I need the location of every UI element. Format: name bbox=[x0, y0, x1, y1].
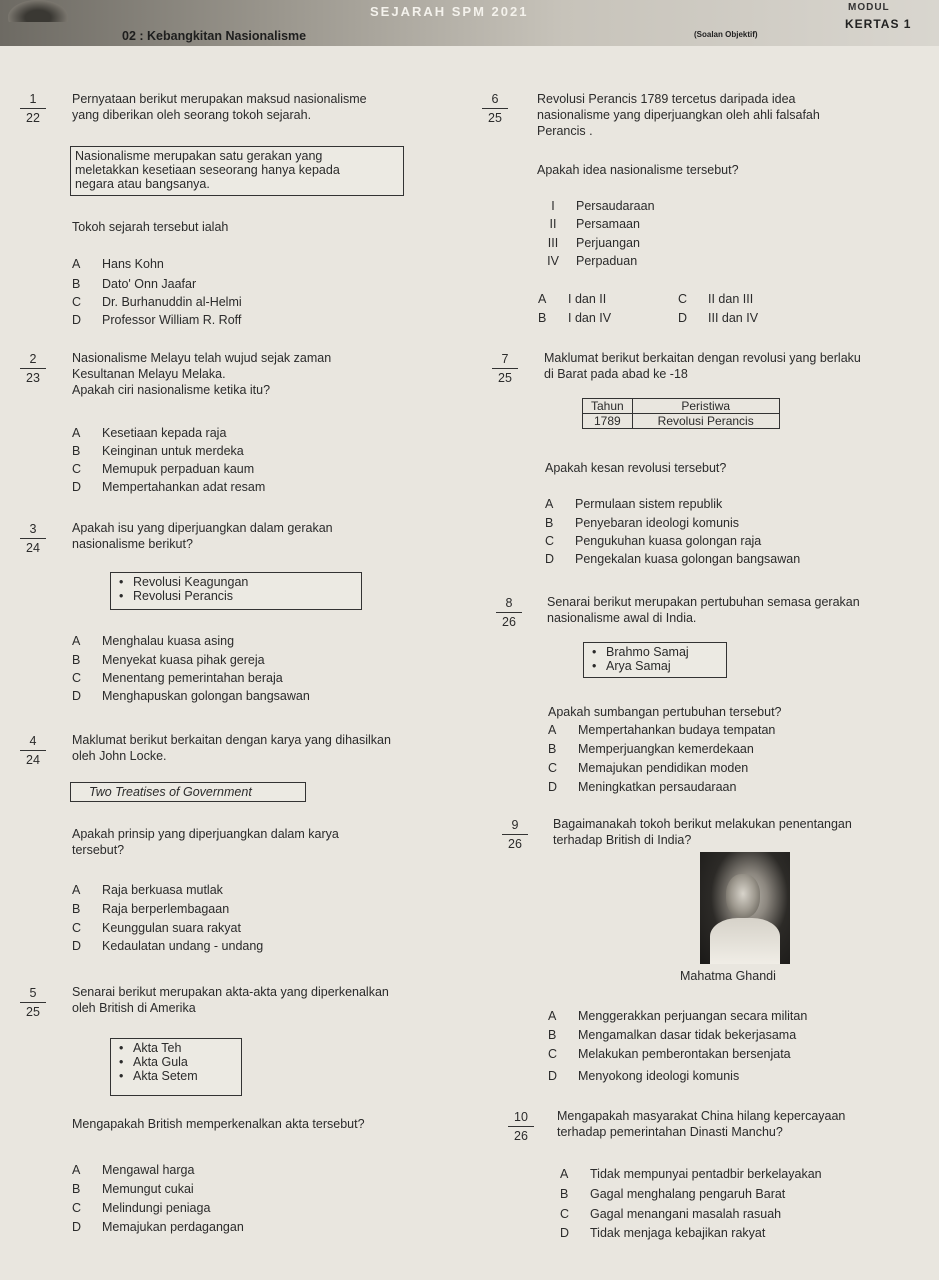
q3-option-c[interactable]: C Menentang pemerintahan beraja bbox=[72, 671, 283, 685]
q7-option-b[interactable]: B Penyebaran ideologi komunis bbox=[545, 516, 739, 530]
photo-caption: Mahatma Ghandi bbox=[680, 969, 776, 983]
q3-option-d[interactable]: D Menghapuskan golongan bangsawan bbox=[72, 689, 310, 703]
q6-option-b[interactable]: B I dan IV bbox=[538, 311, 612, 325]
q6-stem: Revolusi Perancis 1789 tercetus daripada idea nasionalisme yang diperjuangkan oleh ahli falsafah Perancis . bbox=[537, 92, 820, 138]
q10-option-d[interactable]: D Tidak menjaga kebajikan rakyat bbox=[560, 1226, 766, 1240]
q1-option-a[interactable]: A Hans Kohn bbox=[72, 257, 164, 271]
modul-label: MODUL bbox=[848, 2, 890, 13]
q4-option-c[interactable]: C Keunggulan suara rakyat bbox=[72, 921, 241, 935]
q4-option-a[interactable]: A Raja berkuasa mutlak bbox=[72, 883, 223, 897]
q2-option-c[interactable]: C Memupuk perpaduan kaum bbox=[72, 462, 255, 476]
q8-question: Apakah sumbangan pertubuhan tersebut? bbox=[548, 705, 782, 719]
question-type: (Soalan Objektif) bbox=[694, 30, 758, 39]
q8-list-box: • Brahmo Samaj • Arya Samaj bbox=[583, 642, 727, 678]
q6-option-a[interactable]: A I dan II bbox=[538, 292, 607, 306]
q1-option-b[interactable]: B Dato' Onn Jaafar bbox=[72, 277, 197, 291]
q7-option-a[interactable]: A Permulaan sistem republik bbox=[545, 497, 723, 511]
q5-option-c[interactable]: C Melindungi peniaga bbox=[72, 1201, 211, 1215]
question-number-6: 6 25 bbox=[482, 92, 508, 125]
q1-quote-box: Nasionalisme merupakan satu gerakan yang meletakkan kesetiaan seseorang hanya kepada negara atau bangsanya. bbox=[70, 146, 404, 196]
q10-option-c[interactable]: C Gagal menangani masalah rasuah bbox=[560, 1207, 782, 1221]
q2-option-d[interactable]: D Mempertahankan adat resam bbox=[72, 480, 266, 494]
q6-statement-1: I Persaudaraan bbox=[551, 199, 655, 213]
q10-stem: Mengapakah masyarakat China hilang kepercayaan terhadap pemerintahan Dinasti Manchu? bbox=[557, 1109, 846, 1139]
chapter-title: 02 : Kebangkitan Nasionalisme bbox=[122, 29, 307, 43]
portrait-face bbox=[726, 874, 760, 918]
q7-stem: Maklumat berikut berkaitan dengan revolusi yang berlaku di Barat pada abad ke -18 bbox=[544, 351, 861, 381]
q4-stem: Maklumat berikut berkaitan dengan karya yang dihasilkan oleh John Locke. bbox=[72, 733, 391, 763]
q1-option-d[interactable]: D Professor William R. Roff bbox=[72, 313, 242, 327]
question-number-10: 10 26 bbox=[508, 1110, 534, 1143]
q6-question: Apakah idea nasionalisme tersebut? bbox=[537, 163, 739, 177]
question-number-2: 2 23 bbox=[20, 352, 46, 385]
question-number-4: 4 24 bbox=[20, 734, 46, 767]
q8-option-d[interactable]: D Meningkatkan persaudaraan bbox=[548, 780, 737, 794]
q7-option-d[interactable]: D Pengekalan kuasa golongan bangsawan bbox=[545, 552, 801, 566]
q3-option-a[interactable]: A Menghalau kuasa asing bbox=[72, 634, 235, 648]
q5-question: Mengapakah British memperkenalkan akta tersebut? bbox=[72, 1117, 365, 1131]
q2-stem: Nasionalisme Melayu telah wujud sejak zaman Kesultanan Melayu Melaka. Apakah ciri nasionalisme ketika itu? bbox=[72, 351, 332, 397]
q6-option-d[interactable]: D III dan IV bbox=[678, 311, 759, 325]
q2-option-b[interactable]: B Keinginan untuk merdeka bbox=[72, 444, 244, 458]
q9-option-a[interactable]: A Menggerakkan perjuangan secara militan bbox=[548, 1009, 808, 1023]
question-number-1: 1 22 bbox=[20, 92, 46, 125]
table-header-event: Peristiwa bbox=[632, 399, 779, 414]
q5-option-d[interactable]: D Memajukan perdagangan bbox=[72, 1220, 244, 1234]
q5-list-box: • Akta Teh • Akta Gula • Akta Setem bbox=[110, 1038, 242, 1096]
header-banner bbox=[0, 0, 939, 46]
q6-statement-2: II Persamaan bbox=[549, 217, 640, 231]
question-number-9: 9 26 bbox=[502, 818, 528, 851]
question-number-8: 8 26 bbox=[496, 596, 522, 629]
q1-stem: Pernyataan berikut merupakan maksud nasionalisme yang diberikan oleh seorang tokoh sejarah. bbox=[72, 92, 367, 122]
q5-option-b[interactable]: B Memungut cukai bbox=[72, 1182, 194, 1196]
portrait-body bbox=[710, 918, 780, 964]
q6-option-c[interactable]: C II dan III bbox=[678, 292, 754, 306]
question-number-5: 5 25 bbox=[20, 986, 46, 1019]
table-cell-event: Revolusi Perancis bbox=[632, 414, 779, 429]
banner-title: SEJARAH SPM 2021 bbox=[370, 4, 529, 19]
q4-question: Apakah prinsip yang diperjuangkan dalam karya tersebut? bbox=[72, 827, 339, 857]
q3-option-b[interactable]: B Menyekat kuasa pihak gereja bbox=[72, 653, 265, 667]
q1-option-c[interactable]: C Dr. Burhanuddin al-Helmi bbox=[72, 295, 242, 309]
q10-option-b[interactable]: B Gagal menghalang pengaruh Barat bbox=[560, 1187, 786, 1201]
q7-question: Apakah kesan revolusi tersebut? bbox=[545, 461, 727, 475]
q5-stem: Senarai berikut merupakan akta-akta yang diperkenalkan oleh British di Amerika bbox=[72, 985, 389, 1015]
q6-statement-3: III Perjuangan bbox=[547, 236, 640, 250]
logo-icon bbox=[8, 0, 68, 22]
q3-stem: Apakah isu yang diperjuangkan dalam gerakan nasionalisme berikut? bbox=[72, 521, 333, 551]
q4-option-b[interactable]: B Raja berperlembagaan bbox=[72, 902, 230, 916]
q3-list-box: • Revolusi Keagungan • Revolusi Perancis bbox=[110, 572, 362, 610]
q8-stem: Senarai berikut merupakan pertubuhan semasa gerakan nasionalisme awal di India. bbox=[547, 595, 860, 625]
q9-option-d[interactable]: D Menyokong ideologi komunis bbox=[548, 1069, 740, 1083]
q8-option-c[interactable]: C Memajukan pendidikan moden bbox=[548, 761, 749, 775]
q5-option-a[interactable]: A Mengawal harga bbox=[72, 1163, 195, 1177]
q7-option-c[interactable]: C Pengukuhan kuasa golongan raja bbox=[545, 534, 762, 548]
question-number-3: 3 24 bbox=[20, 522, 46, 555]
q7-info-table bbox=[582, 398, 780, 429]
q2-option-a[interactable]: A Kesetiaan kepada raja bbox=[72, 426, 227, 440]
q8-option-b[interactable]: B Memperjuangkan kemerdekaan bbox=[548, 742, 754, 756]
q10-option-a[interactable]: A Tidak mempunyai pentadbir berkelayakan bbox=[560, 1167, 822, 1181]
table-header-year: Tahun bbox=[583, 399, 633, 414]
portrait-photo bbox=[700, 852, 790, 964]
q4-option-d[interactable]: D Kedaulatan undang - undang bbox=[72, 939, 264, 953]
q1-question: Tokoh sejarah tersebut ialah bbox=[72, 220, 229, 234]
q6-statement-4: IV Perpaduan bbox=[547, 254, 638, 268]
q8-option-a[interactable]: A Mempertahankan budaya tempatan bbox=[548, 723, 776, 737]
q9-option-c[interactable]: C Melakukan pemberontakan bersenjata bbox=[548, 1047, 791, 1061]
question-number-7: 7 25 bbox=[492, 352, 518, 385]
q9-option-b[interactable]: B Mengamalkan dasar tidak bekerjasama bbox=[548, 1028, 797, 1042]
table-cell-year: 1789 bbox=[583, 414, 633, 429]
q4-title-box: Two Treatises of Government bbox=[70, 782, 306, 802]
q9-stem: Bagaimanakah tokoh berikut melakukan penentangan terhadap British di India? bbox=[553, 817, 852, 847]
kertas-label: KERTAS 1 bbox=[845, 17, 912, 31]
